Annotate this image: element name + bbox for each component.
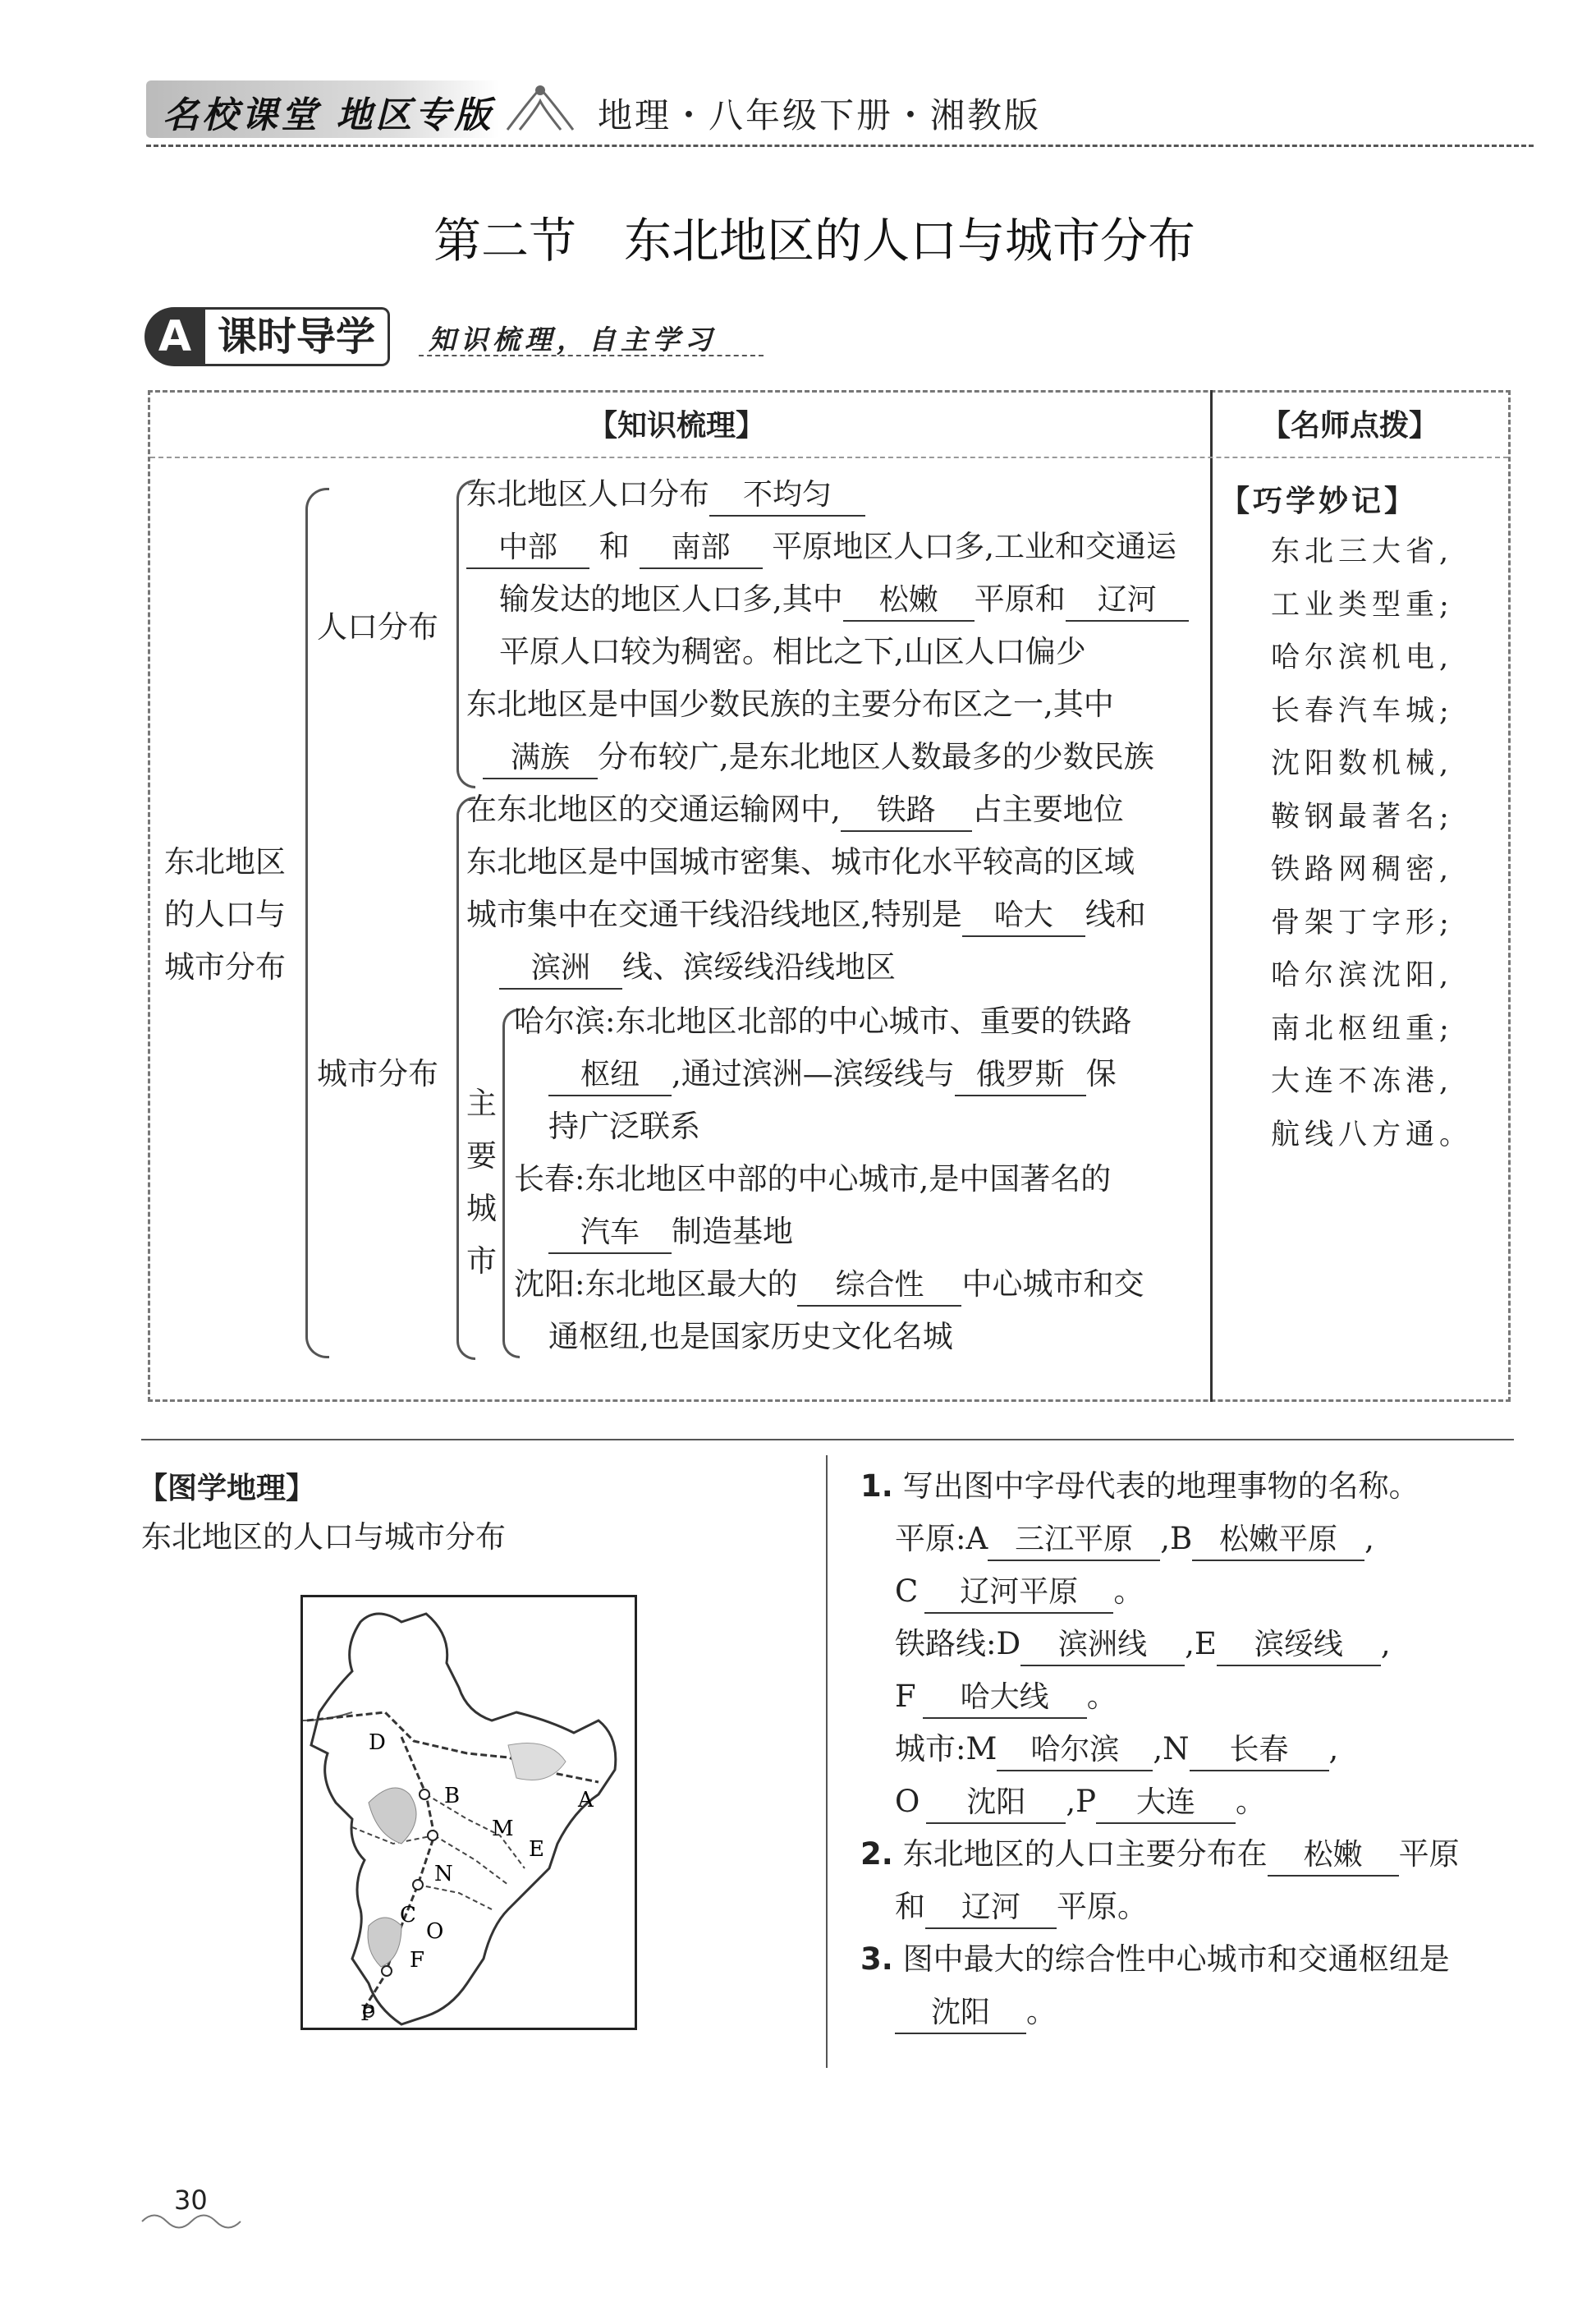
section-a-banner bbox=[144, 307, 406, 366]
tip-line: 鞍钢最著名; bbox=[1271, 800, 1454, 834]
city-line-1 bbox=[466, 783, 1124, 836]
tip-line: 哈尔滨机电, bbox=[1271, 641, 1454, 674]
answer-mid: 中部 bbox=[466, 528, 589, 569]
tip-line: 东北三大省, bbox=[1271, 535, 1454, 568]
city-text: 保 bbox=[1085, 1056, 1117, 1091]
map-section-heading: 【图学地理】 bbox=[138, 1472, 316, 1505]
city-line-3 bbox=[466, 889, 1146, 941]
pop-text: 分布较广,是东北地区人数最多的少数民族 bbox=[598, 739, 1154, 774]
q-text: ,N bbox=[1153, 1731, 1190, 1766]
q-text: , bbox=[1380, 1626, 1391, 1661]
tip-line: 沈阳数机械, bbox=[1271, 747, 1454, 780]
q-text: ,B bbox=[1160, 1521, 1193, 1556]
harbin-line-2 bbox=[548, 1048, 1117, 1100]
map-label-o: O bbox=[426, 1919, 444, 1944]
pop-text: 东北地区人口分布 bbox=[466, 476, 709, 512]
answer-e: 滨绥线 bbox=[1217, 1625, 1381, 1666]
city-text: 制造基地 bbox=[672, 1214, 793, 1249]
tip-line: 大连不冻港, bbox=[1271, 1065, 1454, 1098]
city-text: 线和 bbox=[1085, 897, 1146, 932]
answer-o: 沈阳 bbox=[926, 1783, 1066, 1824]
series-name: 名校课堂 地区专版 bbox=[163, 94, 494, 136]
liaohe-shading bbox=[368, 1918, 401, 1967]
q-text: 。 bbox=[1236, 1784, 1267, 1819]
question-text: 。 bbox=[1026, 1994, 1057, 2029]
tip-line: 哈尔滨沈阳, bbox=[1271, 959, 1454, 992]
page-number: 30 bbox=[174, 2184, 208, 2216]
table-divider-vertical bbox=[1210, 390, 1213, 1402]
q-text: 。 bbox=[1113, 1573, 1144, 1609]
q-text: C bbox=[895, 1573, 919, 1609]
changchun-line-1: 长春:东北地区中部的中心城市,是中国著名的 bbox=[514, 1161, 1112, 1197]
q1-rail-row-2 bbox=[895, 1670, 1117, 1723]
answer-comprehensive: 综合性 bbox=[797, 1266, 961, 1307]
answer-south: 南部 bbox=[640, 528, 763, 569]
q-text: 铁路线:D bbox=[895, 1626, 1021, 1661]
answer-q3: 沈阳 bbox=[895, 1993, 1026, 2034]
map-caption: 东北地区的人口与城市分布 bbox=[141, 1519, 506, 1555]
city-marker bbox=[428, 1831, 438, 1840]
leaf-ornament-icon bbox=[499, 80, 581, 138]
pop-text: 平原地区人口多,工业和交通运 bbox=[772, 529, 1177, 564]
answer-distribution: 不均匀 bbox=[709, 475, 865, 517]
main-city-label-1: 主 bbox=[466, 1086, 497, 1121]
answer-car: 汽车 bbox=[548, 1213, 672, 1254]
answer-manzu: 满族 bbox=[483, 738, 598, 779]
column-divider bbox=[826, 1455, 828, 2068]
section-badge: A bbox=[144, 307, 205, 366]
answer-m: 哈尔滨 bbox=[997, 1730, 1153, 1771]
answer-b: 松嫩平原 bbox=[1192, 1520, 1364, 1561]
answer-c: 辽河平原 bbox=[924, 1573, 1113, 1614]
section-tagline: 知识梳理，自主学习 bbox=[429, 324, 717, 356]
q-text: F bbox=[895, 1679, 916, 1714]
city-marker bbox=[413, 1880, 423, 1890]
shenyang-line-2: 通枢纽,也是国家历史文化名城 bbox=[548, 1319, 953, 1354]
city-text: 在东北地区的交通运输网中, bbox=[466, 792, 841, 827]
question-text: 写出图中字母代表的地理事物的名称。 bbox=[902, 1468, 1419, 1504]
tips-list bbox=[1271, 526, 1473, 1161]
tip-line: 工业类型重; bbox=[1271, 588, 1454, 622]
answer-hub: 枢纽 bbox=[548, 1055, 672, 1096]
question-3 bbox=[860, 1933, 1450, 1986]
map-drawing bbox=[303, 1597, 635, 2028]
tip-line: 铁路网稠密, bbox=[1271, 853, 1454, 886]
question-2-line-2 bbox=[895, 1881, 1148, 1933]
q1-city-row bbox=[895, 1723, 1338, 1776]
answer-a: 三江平原 bbox=[988, 1520, 1160, 1561]
main-city-label-4: 市 bbox=[466, 1243, 497, 1279]
tips-header: 【名师点拨】 bbox=[1261, 409, 1439, 443]
question-text: 东北地区的人口主要分布在 bbox=[902, 1836, 1268, 1872]
table-divider-horizontal bbox=[150, 457, 1508, 458]
question-3-line-2 bbox=[895, 1986, 1057, 2038]
map-label-n: N bbox=[434, 1862, 453, 1886]
pop-text: 平原和 bbox=[974, 581, 1066, 617]
question-text: 平原。 bbox=[1057, 1889, 1148, 1924]
answer-q2-1: 松嫩 bbox=[1268, 1835, 1399, 1877]
answer-railway: 铁路 bbox=[841, 791, 972, 832]
section-divider bbox=[141, 1439, 1514, 1440]
region-map bbox=[300, 1595, 637, 2030]
songnen-shading bbox=[369, 1788, 416, 1844]
map-label-c: C bbox=[400, 1903, 416, 1927]
tip-line: 骨架丁字形; bbox=[1271, 906, 1454, 939]
main-city-label-3: 城 bbox=[466, 1191, 497, 1226]
question-2 bbox=[860, 1828, 1460, 1881]
answer-russia: 俄罗斯 bbox=[955, 1055, 1086, 1096]
answer-liaohe: 辽河 bbox=[1066, 581, 1189, 622]
city-text: 占主要地位 bbox=[971, 792, 1124, 827]
answer-f: 哈大线 bbox=[923, 1678, 1087, 1719]
question-number: 3. bbox=[860, 1941, 893, 1977]
root-label-3: 城市分布 bbox=[164, 949, 286, 985]
map-label-a: A bbox=[578, 1788, 594, 1812]
city-label: 城市分布 bbox=[317, 1056, 438, 1091]
city-text: 中心城市和交 bbox=[961, 1266, 1144, 1302]
map-label-d: D bbox=[369, 1730, 386, 1755]
shenyang-line-1 bbox=[514, 1258, 1144, 1311]
map-label-f: F bbox=[410, 1948, 425, 1973]
harbin-line-1: 哈尔滨:东北地区北部的中心城市、重要的铁路 bbox=[514, 1004, 1132, 1039]
question-number: 2. bbox=[860, 1836, 893, 1872]
question-1 bbox=[860, 1460, 1419, 1513]
question-text: 平原 bbox=[1398, 1836, 1460, 1872]
main-city-label-2: 要 bbox=[466, 1138, 497, 1174]
question-text: 和 bbox=[895, 1889, 925, 1924]
answer-songnen: 松嫩 bbox=[843, 581, 975, 622]
city-text: 城市集中在交通干线沿线地区,特别是 bbox=[466, 897, 962, 932]
answer-n: 长春 bbox=[1190, 1730, 1329, 1771]
section-name: 课时导学 bbox=[205, 307, 390, 366]
tagline-underline bbox=[419, 355, 764, 356]
pop-line-1 bbox=[466, 468, 865, 521]
q-text: , bbox=[1364, 1521, 1374, 1556]
pop-line-2 bbox=[466, 521, 1176, 573]
city-text: 线、滨绥线沿线地区 bbox=[622, 949, 896, 985]
map-label-p: P bbox=[360, 2001, 375, 2026]
tip-line: 南北枢纽重; bbox=[1271, 1012, 1454, 1045]
q1-plains-row-2 bbox=[895, 1565, 1144, 1618]
tip-line: 长春汽车城; bbox=[1271, 694, 1454, 728]
city-marker bbox=[420, 1789, 429, 1799]
answer-binzhou: 滨洲 bbox=[499, 949, 622, 990]
header-divider bbox=[146, 145, 1534, 147]
pop-line-6 bbox=[483, 731, 1154, 783]
city-line-4 bbox=[499, 941, 896, 994]
pop-line-5: 东北地区是中国少数民族的主要分布区之一,其中 bbox=[466, 687, 1114, 722]
q1-city-row-2 bbox=[895, 1776, 1266, 1828]
tip-line: 航线八方通。 bbox=[1271, 1118, 1474, 1151]
footer-ornament-icon bbox=[138, 2209, 245, 2234]
pop-text: 输发达的地区人口多,其中 bbox=[499, 581, 843, 617]
city-text: ,通过滨洲—滨绥线与 bbox=[672, 1056, 955, 1091]
page-title: 第二节 东北地区的人口与城市分布 bbox=[433, 213, 1196, 269]
root-label-1: 东北地区 bbox=[164, 844, 286, 880]
map-label-e: E bbox=[529, 1837, 544, 1862]
q1-rail-row bbox=[895, 1618, 1391, 1670]
q-text: ,P bbox=[1066, 1784, 1097, 1819]
answer-q2-2: 辽河 bbox=[925, 1888, 1057, 1929]
subject-info: 地理・八年级下册・湘教版 bbox=[598, 95, 1042, 136]
question-text: 图中最大的综合性中心城市和交通枢纽是 bbox=[902, 1941, 1450, 1977]
answer-p: 大连 bbox=[1096, 1783, 1236, 1824]
pop-line-4: 平原人口较为稠密。相比之下,山区人口偏少 bbox=[499, 634, 1086, 669]
q-text: ,E bbox=[1185, 1626, 1217, 1661]
city-marker bbox=[382, 1966, 392, 1976]
pop-line-3 bbox=[499, 573, 1189, 626]
q-text: 城市:M bbox=[895, 1731, 998, 1766]
q1-plains-row bbox=[895, 1513, 1374, 1565]
city-text: 沈阳:东北地区最大的 bbox=[514, 1266, 798, 1302]
q-text: O bbox=[895, 1784, 920, 1819]
answer-hada: 哈大 bbox=[962, 896, 1085, 937]
pop-text: 和 bbox=[598, 529, 630, 564]
question-number: 1. bbox=[860, 1468, 893, 1504]
map-label-m: M bbox=[492, 1817, 514, 1841]
answer-d: 滨洲线 bbox=[1020, 1625, 1185, 1666]
coastline-shape bbox=[311, 1614, 616, 2024]
city-line-2: 东北地区是中国城市密集、城市化水平较高的区域 bbox=[466, 844, 1135, 880]
map-label-b: B bbox=[444, 1784, 461, 1808]
changchun-line-2 bbox=[548, 1206, 793, 1258]
q-text: , bbox=[1328, 1731, 1339, 1766]
harbin-line-3: 持广泛联系 bbox=[548, 1109, 700, 1144]
knowledge-header: 【知识梳理】 bbox=[588, 409, 766, 443]
population-label: 人口分布 bbox=[317, 609, 438, 645]
root-label-2: 的人口与 bbox=[164, 897, 286, 932]
q-text: 。 bbox=[1086, 1679, 1117, 1714]
q-text: 平原:A bbox=[895, 1521, 988, 1556]
tips-heading: 【巧学妙记】 bbox=[1220, 484, 1418, 518]
